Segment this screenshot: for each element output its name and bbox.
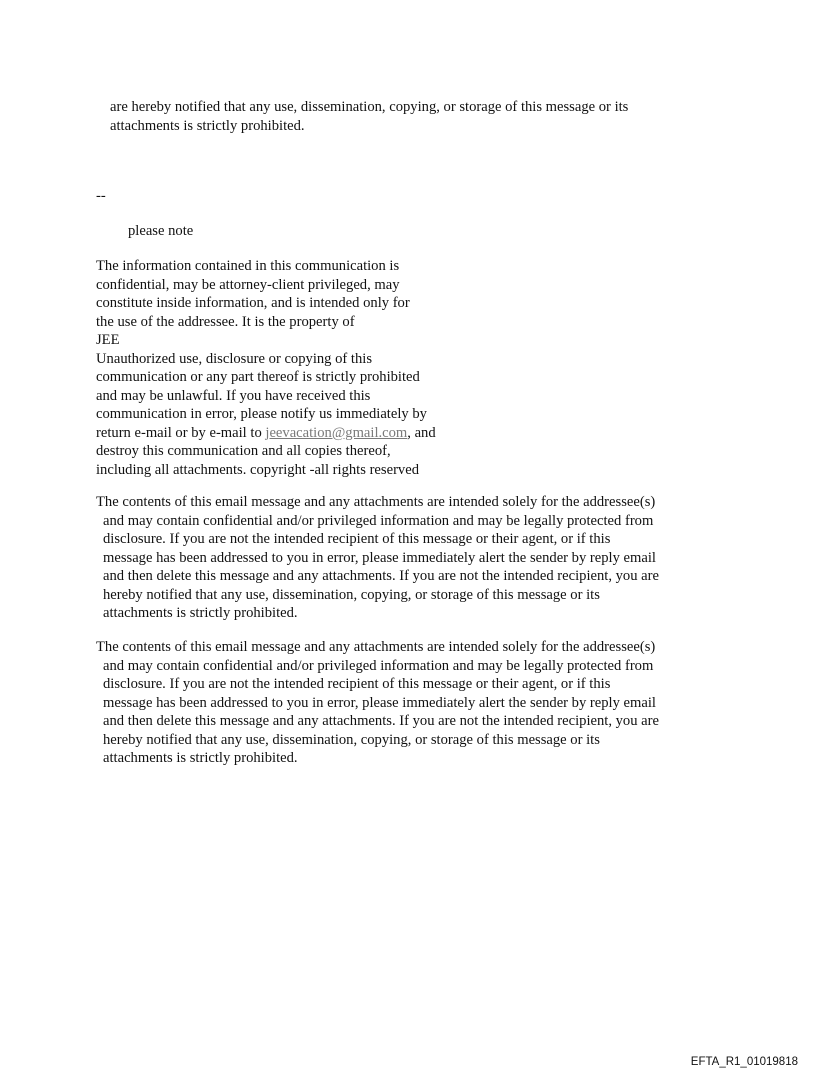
top-disclaimer-fragment: [110, 98, 628, 135]
confidentiality-notice: [96, 257, 436, 479]
text-line: confidential, may be attorney-client privileged, may: [96, 276, 400, 293]
text-line: message has been addressed to you in error, please immediately alert the sender by reply email: [103, 694, 656, 711]
text-line: including all attachments. copyright -all rights reserved: [96, 461, 419, 478]
email-disclaimer-2: [96, 638, 659, 768]
separator-text: --: [96, 188, 106, 204]
document-id: EFTA_R1_01019818: [690, 1056, 798, 1068]
text-line: attachments is strictly prohibited.: [103, 750, 298, 766]
email-line-prefix: return e-mail or by e-mail to: [96, 424, 266, 441]
text-line: Unauthorized use, disclosure or copying of this: [96, 350, 373, 367]
text-line: and then delete this message and any attachments. If you are not the intended recipient, you are: [103, 713, 659, 729]
email-line: [96, 424, 436, 443]
text-line: and may be unlawful. If you have received this: [96, 387, 371, 404]
text-line: The contents of this email message and any attachments are intended solely for the addressee(s): [96, 494, 656, 510]
text-line: attachments is strictly prohibited.: [103, 605, 298, 621]
email-link[interactable]: jeevacation@gmail.com: [265, 424, 408, 441]
text-line: disclosure. If you are not the intended recipient of this message or their agent, or if this: [103, 531, 611, 547]
text-line: the use of the addressee. It is the property of: [96, 313, 355, 330]
text-line: and may contain confidential and/or privileged information and may be legally protected from: [103, 657, 654, 674]
text-line: disclosure. If you are not the intended recipient of this message or their agent, or if this: [103, 676, 611, 692]
text-line: destroy this communication and all copies thereof,: [96, 443, 391, 459]
text-line: communication in error, please notify us immediately by: [96, 406, 427, 422]
please-note-heading: [128, 222, 193, 241]
email-disclaimer-1: [96, 493, 659, 623]
text-line: and then delete this message and any attachments. If you are not the intended recipient, you are: [103, 568, 659, 584]
text-line: communication or any part thereof is strictly prohibited: [96, 369, 420, 385]
text-line: hereby notified that any use, dissemination, copying, or storage of this message or its: [103, 586, 600, 603]
text-line: and may contain confidential and/or privileged information and may be legally protected from: [103, 512, 654, 529]
text-line: The contents of this email message and any attachments are intended solely for the addressee(s): [96, 639, 656, 655]
email-line-suffix: , and: [407, 424, 436, 441]
text-line: The information contained in this communication is: [96, 258, 400, 274]
please-note-text: please note: [128, 223, 194, 239]
text-line: constitute inside information, and is intended only for: [96, 295, 410, 311]
text-line: JEE: [96, 332, 120, 348]
text-line: are hereby notified that any use, dissemination, copying, or storage of this message or its: [110, 99, 629, 115]
text-line: message has been addressed to you in error, please immediately alert the sender by reply email: [103, 549, 656, 566]
text-line: attachments is strictly prohibited.: [110, 117, 305, 134]
signature-separator: [96, 187, 106, 206]
text-line: hereby notified that any use, dissemination, copying, or storage of this message or its: [103, 731, 600, 748]
